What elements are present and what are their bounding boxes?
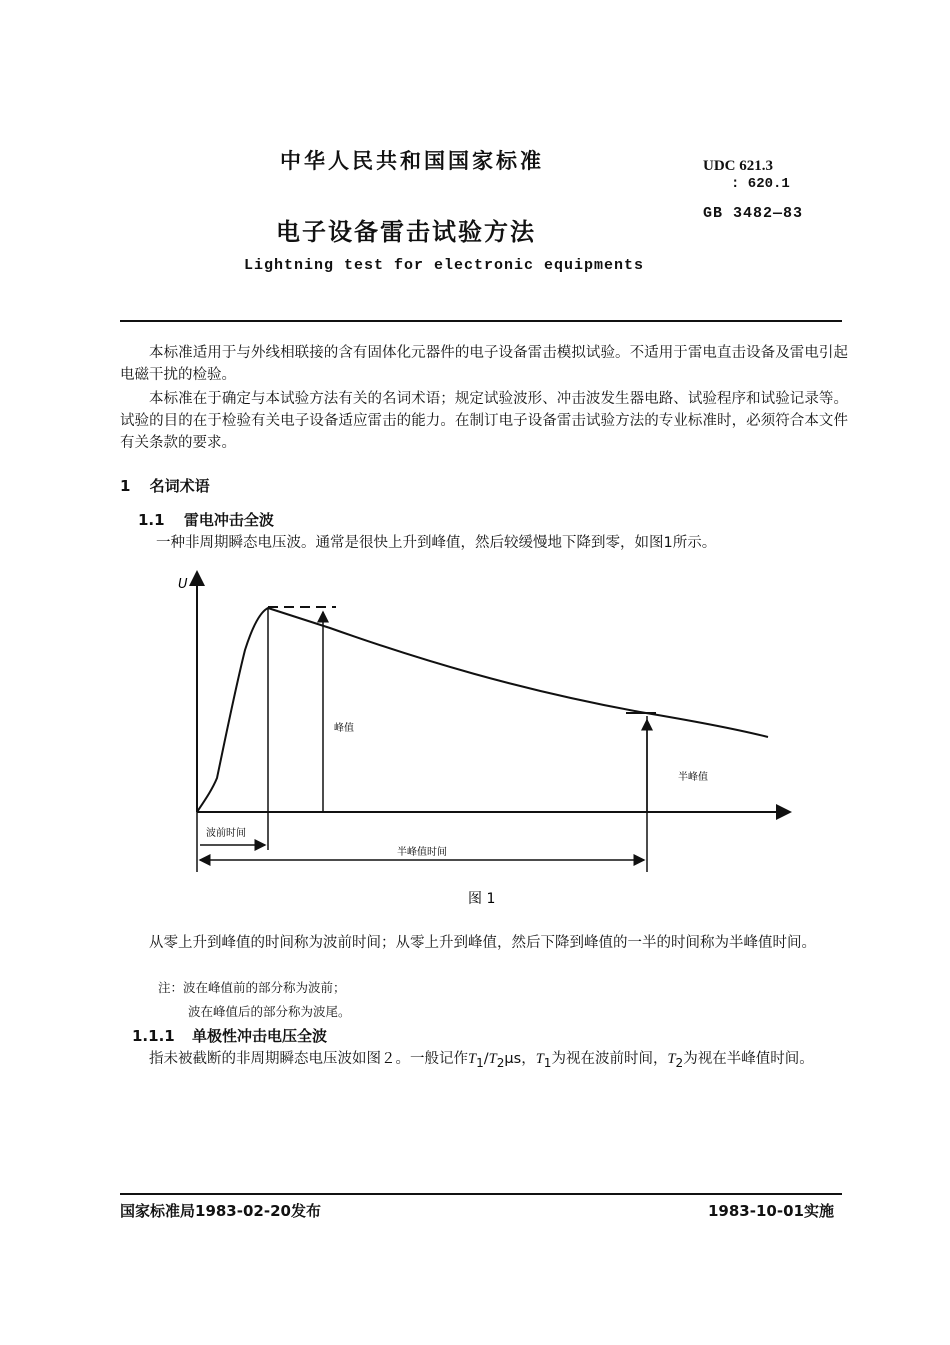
document-title-en: Lightning test for electronic equipments	[244, 257, 645, 274]
section-title: 名词术语	[149, 477, 210, 495]
definition-paragraph: 从零上升到峰值的时间称为波前时间；从零上升到峰值，然后下降到峰值的一半的时间称为半峰值时间。	[149, 935, 816, 951]
intro-paragraph-1: 本标准适用于与外线相联接的含有固体化元器件的电子设备雷击模拟试验。不适用于雷电直击设备及雷电引起电磁干扰的检验。	[120, 345, 848, 383]
section-number: 1.1	[138, 511, 165, 529]
document-title-cn: 电子设备雷击试验方法	[276, 218, 536, 246]
y-axis-label: U	[178, 577, 188, 592]
half-peak-time-label: 半峰值时间	[397, 847, 447, 858]
subscript-2: 2	[496, 1055, 505, 1070]
unit: μs，	[504, 1051, 536, 1067]
subscript-1: 1	[543, 1055, 552, 1070]
symbol-t1: T	[468, 1051, 477, 1067]
effective-date: 1983-10-01实施	[708, 1202, 834, 1220]
text-segment: 指未被截断的非周期瞬态电压波如图２。一般记作	[149, 1051, 468, 1067]
subscript-2: 2	[675, 1055, 684, 1070]
half-peak-label: 半峰值	[678, 772, 708, 783]
symbol-t1: T	[535, 1051, 544, 1067]
section-number: 1	[120, 477, 131, 495]
symbol-t2: T	[488, 1051, 497, 1067]
symbol-t2: T	[667, 1051, 676, 1067]
peak-label: 峰值	[334, 723, 354, 734]
section-title: 单极性冲击电压全波	[191, 1027, 327, 1045]
text-segment: 为视在半峰值时间。	[683, 1051, 814, 1067]
section-title: 雷电冲击全波	[183, 511, 274, 529]
intro-paragraph-2: 本标准在于确定与本试验方法有关的名词术语；规定试验波形、冲击波发生器电路、试验程序和试验记录等。试验的目的在于检验有关电子设备适应雷击的能力。在制订电子设备雷击试验方法的专业标准时，必须符合本文件有关条款的要求。	[120, 391, 848, 451]
subscript-1: 1	[476, 1055, 484, 1070]
section-1-1-1-text	[120, 1048, 848, 1074]
udc-code: UDC 621.3	[703, 158, 773, 174]
note-line-2: 波在峰值后的部分称为波尾。	[188, 1004, 351, 1019]
figure-caption: 图 1	[468, 891, 496, 907]
footer-divider	[120, 1193, 842, 1195]
front-time-label: 波前时间	[206, 828, 246, 839]
slash: /	[483, 1051, 489, 1067]
issue-date: 国家标准局1983-02-20发布	[120, 1202, 321, 1220]
text-segment: 为视在波前时间，	[551, 1051, 668, 1067]
note-line-1: 注：波在峰值前的部分称为波前；	[158, 980, 346, 995]
section-1-1-text: 一种非周期瞬态电压波。通常是很快上升到峰值，然后较缓慢地下降到零，如图1所示。	[156, 535, 717, 551]
section-1-1-1-heading	[132, 1025, 327, 1046]
udc-code-line2: : 620.1	[731, 176, 790, 192]
section-number: 1.1.1	[132, 1027, 175, 1045]
gb-code: GB 3482—83	[703, 205, 804, 222]
standard-name: 中华人民共和国国家标准	[280, 149, 544, 173]
